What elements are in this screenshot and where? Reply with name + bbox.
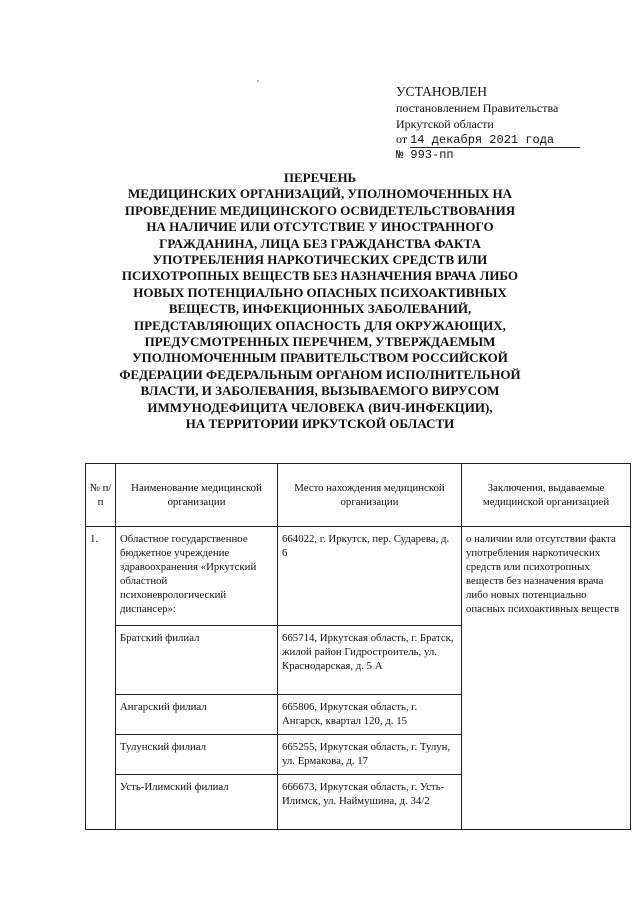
org-name: Областное государственное бюджетное учреждение здравоохранения «Иркутский областной психоневрологический диспансер»: [116,527,278,626]
org-address: 664022, г. Иркутск, пер. Сударева, д. 6 [278,527,462,626]
organizations-table [85,463,631,830]
title-line: ПСИХОТРОПНЫХ ВЕЩЕСТВ БЕЗ НАЗНАЧЕНИЯ ВРАЧА ЛИБО [121,268,519,284]
header-num: № п/п [86,464,116,527]
title-line: УПОТРЕБЛЕНИЯ НАРКОТИЧЕСКИХ СРЕДСТВ ИЛИ [152,252,488,268]
branch-name: Братский филиал [116,626,278,695]
title-line: ГРАЖДАНИНА, ЛИЦА БЕЗ ГРАЖДАНСТВА ФАКТА [159,235,481,251]
approval-issuer: постановлением Правительства [396,101,559,115]
approval-stamp [396,83,632,164]
branch-name: Усть-Илимский филиал [116,775,278,830]
branch-name: Тулунский филиал [116,735,278,775]
branch-address: 665255, Иркутская область, г. Тулун, ул. Ермакова, д. 17 [278,735,462,775]
table-row [86,527,631,626]
title-line: НОВЫХ ПОТЕНЦИАЛЬНО ОПАСНЫХ ПСИХОАКТИВНЫХ [133,284,507,300]
title-line: ПРЕДУСМОТРЕННЫХ ПЕРЕЧНЕМ, УТВЕРЖДАЕМЫМ [144,334,496,350]
title-line: ФЕДЕРАЦИИ ФЕДЕРАЛЬНЫМ ОРГАНОМ ИСПОЛНИТЕЛЬНОЙ [119,366,521,382]
branch-address: 665806, Иркутская область, г. Ангарск, квартал 120, д. 15 [278,695,462,735]
header-conclusions: Заключения, выдаваемые медицинской организацией [462,464,631,527]
scan-speck [257,80,259,82]
title-line: ПРЕДСТАВЛЯЮЩИХ ОПАСНОСТЬ ДЛЯ ОКРУЖАЮЩИХ, [134,317,506,333]
approval-number: № 993-пп [396,148,454,162]
title-line: ПЕРЕЧЕНЬ [283,170,357,185]
header-address: Место нахождения медицинской организации [278,464,462,527]
branch-address: 665714, Иркутская область, г. Братск, жилой район Гидростроитель, ул. Краснодарская, д. 5 А [278,626,462,695]
title-line: ПРОВЕДЕНИЕ МЕДИЦИНСКОГО ОСВИДЕТЕЛЬСТВОВАНИЯ [124,202,516,218]
title-line: ВЛАСТИ, И ЗАБОЛЕВАНИЯ, ВЫЗЫВАЕМОГО ВИРУСОМ [140,383,500,399]
title-line: МЕДИЦИНСКИХ ОРГАНИЗАЦИЙ, УПОЛНОМОЧЕННЫХ НА [128,186,512,202]
document-title [100,170,540,433]
approval-date-prefix: от [396,132,408,146]
branch-address: 666673, Иркутская область, г. Усть-Илимск, ул. Наймушина, д. 34/2 [278,775,462,830]
branch-name: Ангарский филиал [116,695,278,735]
title-line: ВЕЩЕСТВ, ИНФЕКЦИОННЫХ ЗАБОЛЕВАНИЙ, [168,301,472,317]
title-line: УПОЛНОМОЧЕННЫМ ПРАВИТЕЛЬСТВОМ РОССИЙСКОЙ [132,350,508,366]
approval-date-line [396,132,632,148]
table-header-row [86,464,631,527]
org-conclusion: о наличии или отсутствии факта употребления наркотических средств или психотропных веществ без назначения врача либо новых потенциально опасных психоактивных веществ [462,527,631,830]
title-line: НА ТЕРРИТОРИИ ИРКУТСКОЙ ОБЛАСТИ [185,416,455,432]
header-name: Наименование медицинской организации [116,464,278,527]
approval-date: 14 декабря 2021 года [410,133,580,148]
approval-heading: УСТАНОВЛЕН [396,84,488,99]
title-line: ИММУНОДЕФИЦИТА ЧЕЛОВЕКА (ВИЧ-ИНФЕКЦИИ), [147,399,493,415]
title-line: НА НАЛИЧИЕ ИЛИ ОТСУТСТВИЕ У ИНОСТРАННОГО [146,219,494,235]
row-number: 1. [86,527,116,830]
approval-region: Иркутской области [396,116,494,131]
